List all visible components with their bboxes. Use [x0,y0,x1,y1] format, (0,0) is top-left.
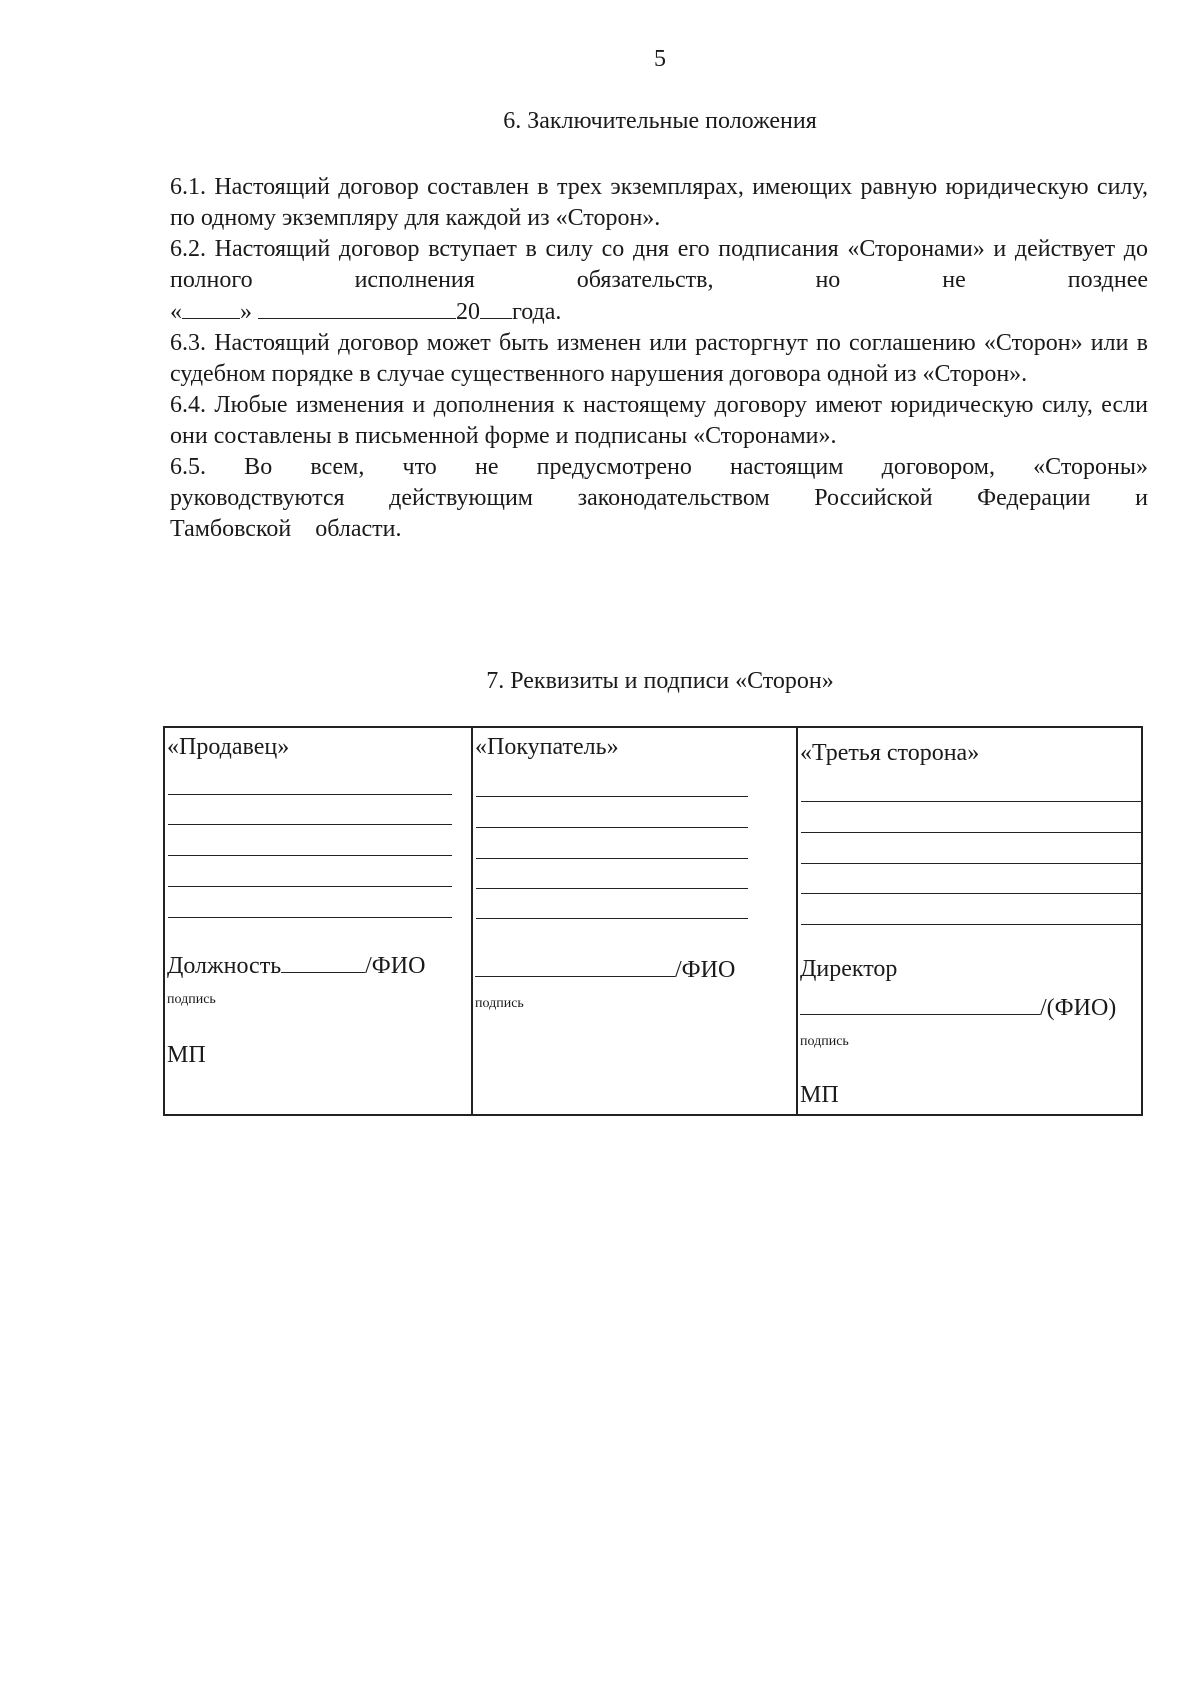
third-party-line-1[interactable] [801,801,1141,802]
clause-6-4: 6.4. Любые изменения и дополнения к настоящему договору имеют юридическую силу, если они составлены в письменной форме и подписаны «Сторонами». [170,392,1148,449]
seller-signature-note: подпись [167,992,216,1007]
third-party-fio: /(ФИО) [1040,995,1117,1021]
section-7-title: 7. Реквизиты и подписи «Сторон» [486,668,834,694]
seller-column [165,728,471,1114]
third-party-signature-blank[interactable] [800,992,1040,1015]
buyer-signature-blank[interactable] [475,954,675,977]
third-party-label: «Третья сторона» [800,740,980,766]
buyer-fio: /ФИО [675,957,736,983]
page-number: 5 [654,46,666,72]
third-party-signature-note: подпись [800,1034,849,1049]
buyer-column [471,728,798,1114]
date-year-blank[interactable] [480,296,512,319]
seller-label: «Продавец» [167,734,290,760]
third-party-stamp: МП [800,1082,839,1108]
seller-signature-blank[interactable] [281,950,365,973]
third-party-column [796,728,1141,1114]
seller-line-2[interactable] [168,824,452,825]
buyer-label: «Покупатель» [475,734,619,760]
date-close-quote: » [240,299,252,325]
third-party-line-5[interactable] [801,924,1141,925]
seller-position: Должность [167,953,282,979]
third-party-line-4[interactable] [801,893,1141,894]
seller-fio: /ФИО [365,953,426,979]
seller-line-4[interactable] [168,886,452,887]
signatures-table [163,726,1143,1116]
clause-6-5: 6.5. Во всем, что не предусмотрено настоящим договором, «Стороны» руководствуются действующим законодательством Российской Федерации и Тамбовской области. [170,454,1148,542]
buyer-line-3[interactable] [476,858,748,859]
seller-line-1[interactable] [168,794,452,795]
buyer-signature-line [475,954,735,984]
buyer-line-4[interactable] [476,888,748,889]
third-party-line-2[interactable] [801,832,1141,833]
buyer-line-2[interactable] [476,827,748,828]
seller-line-3[interactable] [168,855,452,856]
clause-6-1: 6.1. Настоящий договор составлен в трех экземплярах, имеющих равную юридическую силу, по одному экземпляру для каждой из «Сторон». [170,174,1148,231]
date-open-quote: « [170,299,182,325]
buyer-line-1[interactable] [476,796,748,797]
third-party-line-3[interactable] [801,863,1141,864]
seller-signature-line [167,950,425,980]
date-year-suffix: года. [512,299,562,325]
date-year-prefix: 20 [456,299,480,325]
section-6-title: 6. Заключительные положения [503,108,817,134]
date-day-blank[interactable] [182,296,240,319]
third-party-position: Директор [800,956,898,982]
third-party-signature-line [800,992,1116,1022]
buyer-signature-note: подпись [475,996,524,1011]
section-6-body [170,172,1148,545]
buyer-line-5[interactable] [476,918,748,919]
seller-stamp: МП [167,1042,206,1068]
date-month-blank[interactable] [258,296,456,319]
clause-6-3: 6.3. Настоящий договор может быть изменен или расторгнут по соглашению «Сторон» или в судебном порядке в случае существенного нарушения договора одной из «Сторон». [170,330,1148,387]
seller-line-5[interactable] [168,917,452,918]
clause-6-2-date-line [170,296,1148,328]
clause-6-2: 6.2. Настоящий договор вступает в силу со дня его подписания «Сторонами» и действует до полного исполнения обязательств, но не позднее [170,236,1148,293]
